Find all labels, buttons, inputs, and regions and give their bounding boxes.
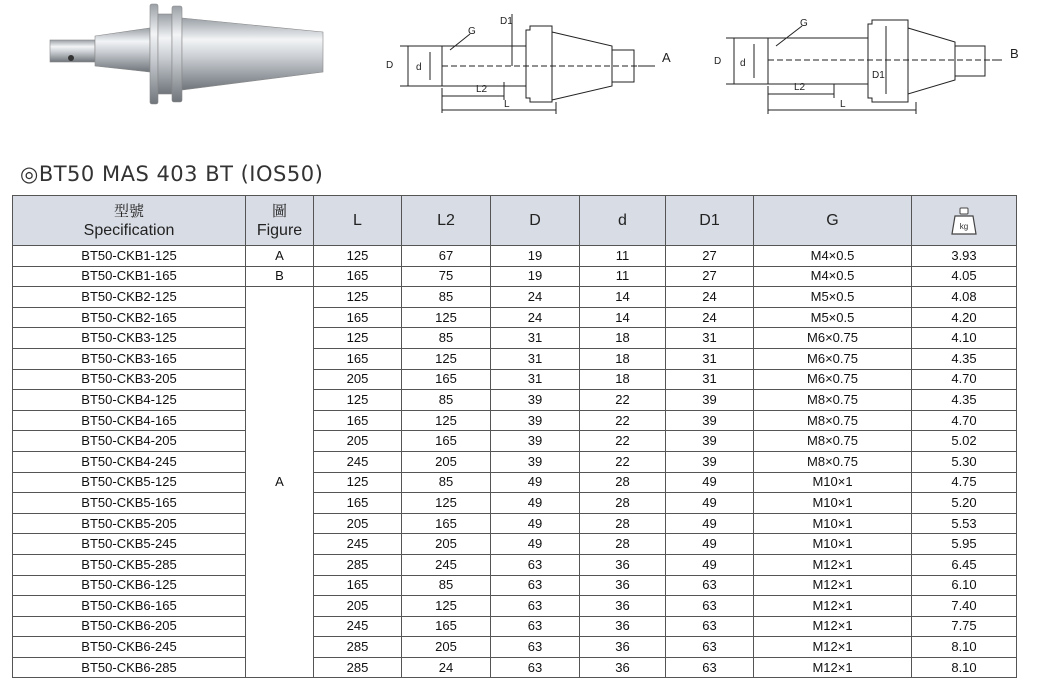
cell-g: M8×0.75: [754, 451, 912, 472]
cell-l: 245: [314, 451, 402, 472]
cell-d: 36: [580, 657, 666, 678]
cell-g: M8×0.75: [754, 410, 912, 431]
cell-d1: 63: [666, 575, 754, 596]
cell-l2: 125: [402, 596, 491, 617]
cell-d: 63: [491, 616, 580, 637]
figure-b-label-L2: L2: [794, 82, 806, 93]
table-row: [13, 390, 1017, 411]
cell-d1: 31: [666, 369, 754, 390]
cell-l: 205: [314, 369, 402, 390]
cell-g: M10×1: [754, 513, 912, 534]
cell-l: 165: [314, 348, 402, 369]
cell-d1: 63: [666, 637, 754, 658]
cell-spec: BT50-CKB2-165: [13, 307, 246, 328]
cell-d1: 24: [666, 307, 754, 328]
cell-kg: 5.02: [912, 431, 1017, 452]
cell-d: 14: [580, 287, 666, 308]
cell-l2: 125: [402, 348, 491, 369]
figure-a-label-G: G: [468, 26, 476, 37]
cell-kg: 3.93: [912, 246, 1017, 267]
cell-spec: BT50-CKB6-205: [13, 616, 246, 637]
cell-kg: 4.10: [912, 328, 1017, 349]
table-row: [13, 348, 1017, 369]
cell-spec: BT50-CKB4-125: [13, 390, 246, 411]
cell-d: 49: [491, 472, 580, 493]
cell-d: 24: [491, 307, 580, 328]
table-row: [13, 328, 1017, 349]
cell-l2: 205: [402, 451, 491, 472]
cell-l: 285: [314, 657, 402, 678]
cell-l: 165: [314, 266, 402, 287]
figure-b-diagram: [710, 8, 1032, 120]
cell-d1: 63: [666, 596, 754, 617]
cell-l2: 85: [402, 575, 491, 596]
cell-kg: 6.45: [912, 554, 1017, 575]
cell-l2: 85: [402, 328, 491, 349]
cell-l2: 165: [402, 431, 491, 452]
cell-spec: BT50-CKB4-245: [13, 451, 246, 472]
cell-d: 31: [491, 369, 580, 390]
table-row: [13, 431, 1017, 452]
cell-g: M4×0.5: [754, 266, 912, 287]
cell-l: 165: [314, 493, 402, 514]
cell-d: 11: [580, 246, 666, 267]
cell-d1: 39: [666, 410, 754, 431]
cell-l2: 85: [402, 390, 491, 411]
cell-g: M6×0.75: [754, 328, 912, 349]
cell-d1: 49: [666, 493, 754, 514]
header-specification: [13, 196, 246, 246]
table-row: [13, 472, 1017, 493]
cell-kg: 4.08: [912, 287, 1017, 308]
cell-d1: 39: [666, 431, 754, 452]
cell-spec: BT50-CKB2-125: [13, 287, 246, 308]
cell-d: 63: [491, 637, 580, 658]
cell-g: M10×1: [754, 493, 912, 514]
cell-spec: BT50-CKB6-125: [13, 575, 246, 596]
cell-d: 63: [491, 554, 580, 575]
cell-figure-merged: A: [246, 287, 314, 678]
cell-kg: 5.20: [912, 493, 1017, 514]
cell-spec: BT50-CKB6-245: [13, 637, 246, 658]
cell-d: 36: [580, 616, 666, 637]
cell-spec: BT50-CKB6-165: [13, 596, 246, 617]
header-L2: L2: [402, 196, 491, 246]
cell-spec: BT50-CKB4-205: [13, 431, 246, 452]
header-D: D: [491, 196, 580, 246]
header-L: L: [314, 196, 402, 246]
cell-l2: 165: [402, 513, 491, 534]
table-row: [13, 596, 1017, 617]
cell-l: 205: [314, 431, 402, 452]
cell-kg: 4.20: [912, 307, 1017, 328]
cell-spec: BT50-CKB1-125: [13, 246, 246, 267]
cell-d1: 63: [666, 657, 754, 678]
cell-d: 39: [491, 431, 580, 452]
table-row: [13, 287, 1017, 308]
cell-d: 14: [580, 307, 666, 328]
cell-d: 28: [580, 472, 666, 493]
figure-a-diagram: [380, 8, 680, 120]
cell-l: 165: [314, 307, 402, 328]
cell-d: 39: [491, 410, 580, 431]
product-illustrations: [0, 0, 1038, 150]
table-row: [13, 369, 1017, 390]
cell-figure: B: [246, 266, 314, 287]
cell-l2: 67: [402, 246, 491, 267]
cell-kg: 5.53: [912, 513, 1017, 534]
cell-kg: 4.05: [912, 266, 1017, 287]
cell-g: M6×0.75: [754, 348, 912, 369]
header-figure-en: Figure: [256, 221, 303, 239]
cell-d: 22: [580, 410, 666, 431]
cell-g: M5×0.5: [754, 307, 912, 328]
cell-g: M10×1: [754, 534, 912, 555]
cell-spec: BT50-CKB3-205: [13, 369, 246, 390]
header-D1: D1: [666, 196, 754, 246]
cell-l2: 85: [402, 472, 491, 493]
cell-kg: 8.10: [912, 637, 1017, 658]
cell-d: 36: [580, 575, 666, 596]
table-row: [13, 410, 1017, 431]
figure-b-label-D: D: [714, 56, 722, 67]
cell-d1: 39: [666, 451, 754, 472]
cell-spec: BT50-CKB5-165: [13, 493, 246, 514]
cell-l: 125: [314, 328, 402, 349]
cell-l2: 85: [402, 287, 491, 308]
cell-spec: BT50-CKB4-165: [13, 410, 246, 431]
cell-g: M12×1: [754, 554, 912, 575]
cell-d: 63: [491, 575, 580, 596]
cell-l2: 125: [402, 493, 491, 514]
figure-a-letter: A: [662, 50, 671, 65]
cell-d1: 27: [666, 266, 754, 287]
cell-d1: 31: [666, 348, 754, 369]
cell-l2: 125: [402, 410, 491, 431]
figure-b-label-D1: D1: [872, 70, 885, 81]
cell-g: M12×1: [754, 575, 912, 596]
cell-g: M6×0.75: [754, 369, 912, 390]
figure-b-label-L: L: [840, 99, 846, 110]
cell-kg: 7.40: [912, 596, 1017, 617]
cell-d: 49: [491, 493, 580, 514]
weight-icon-label: kg: [959, 221, 969, 231]
cell-d: 18: [580, 348, 666, 369]
cell-d1: 49: [666, 554, 754, 575]
cell-figure: A: [246, 246, 314, 267]
cell-d: 36: [580, 637, 666, 658]
cell-g: M8×0.75: [754, 431, 912, 452]
cell-d: 31: [491, 348, 580, 369]
cell-l2: 245: [402, 554, 491, 575]
cell-d: 18: [580, 369, 666, 390]
cell-d: 31: [491, 328, 580, 349]
header-G: G: [754, 196, 912, 246]
cell-d1: 63: [666, 616, 754, 637]
cell-l: 125: [314, 390, 402, 411]
cell-g: M12×1: [754, 616, 912, 637]
cell-d1: 49: [666, 534, 754, 555]
cell-d1: 39: [666, 390, 754, 411]
cell-l2: 125: [402, 307, 491, 328]
cell-spec: BT50-CKB5-285: [13, 554, 246, 575]
cell-d: 11: [580, 266, 666, 287]
cell-d: 19: [491, 246, 580, 267]
table-row: [13, 451, 1017, 472]
table-row: [13, 513, 1017, 534]
cell-d: 49: [491, 534, 580, 555]
weight-icon: [950, 206, 978, 236]
table-row: [13, 637, 1017, 658]
cell-kg: 8.10: [912, 657, 1017, 678]
cell-g: M8×0.75: [754, 390, 912, 411]
cell-spec: BT50-CKB3-165: [13, 348, 246, 369]
header-d: d: [580, 196, 666, 246]
cell-d: 39: [491, 451, 580, 472]
header-spec-en: Specification: [83, 221, 175, 239]
tool-holder-photo: [38, 0, 338, 110]
cell-g: M12×1: [754, 596, 912, 617]
cell-kg: 5.95: [912, 534, 1017, 555]
cell-l: 285: [314, 637, 402, 658]
cell-spec: BT50-CKB3-125: [13, 328, 246, 349]
cell-kg: 7.75: [912, 616, 1017, 637]
cell-l: 205: [314, 513, 402, 534]
cell-d: 63: [491, 596, 580, 617]
header-figure: [246, 196, 314, 246]
cell-d: 39: [491, 390, 580, 411]
cell-kg: 4.35: [912, 390, 1017, 411]
cell-l2: 75: [402, 266, 491, 287]
cell-g: M4×0.5: [754, 246, 912, 267]
cell-d: 36: [580, 596, 666, 617]
spec-table: [12, 195, 1017, 678]
table-row: [13, 246, 1017, 267]
cell-l: 285: [314, 554, 402, 575]
cell-kg: 4.75: [912, 472, 1017, 493]
cell-d: 28: [580, 534, 666, 555]
cell-d: 63: [491, 657, 580, 678]
cell-l: 245: [314, 616, 402, 637]
cell-d: 28: [580, 493, 666, 514]
cell-l: 245: [314, 534, 402, 555]
cell-l: 125: [314, 287, 402, 308]
cell-l2: 205: [402, 534, 491, 555]
cell-d1: 27: [666, 246, 754, 267]
figure-a-label-L: L: [504, 99, 510, 110]
cell-d: 36: [580, 554, 666, 575]
table-header-row: [13, 196, 1017, 246]
figure-a-label-d: d: [416, 62, 422, 73]
cell-l: 165: [314, 575, 402, 596]
cell-d: 18: [580, 328, 666, 349]
figure-a-label-D1: D1: [500, 16, 513, 27]
cell-kg: 4.70: [912, 369, 1017, 390]
cell-d1: 31: [666, 328, 754, 349]
cell-d: 19: [491, 266, 580, 287]
header-figure-cn: 圖: [271, 202, 287, 220]
cell-d: 28: [580, 513, 666, 534]
figure-b-label-G: G: [800, 18, 808, 29]
cell-l: 205: [314, 596, 402, 617]
cell-l2: 205: [402, 637, 491, 658]
cell-d: 22: [580, 390, 666, 411]
cell-d1: 24: [666, 287, 754, 308]
figure-a-label-L2: L2: [476, 84, 488, 95]
cell-l: 125: [314, 246, 402, 267]
cell-kg: 4.35: [912, 348, 1017, 369]
cell-kg: 5.30: [912, 451, 1017, 472]
cell-d1: 49: [666, 472, 754, 493]
cell-spec: BT50-CKB6-285: [13, 657, 246, 678]
table-row: [13, 266, 1017, 287]
table-row: [13, 616, 1017, 637]
table-row: [13, 534, 1017, 555]
table-row: [13, 307, 1017, 328]
cell-d1: 49: [666, 513, 754, 534]
cell-spec: BT50-CKB5-125: [13, 472, 246, 493]
cell-l: 125: [314, 472, 402, 493]
cell-g: M12×1: [754, 657, 912, 678]
cell-l2: 24: [402, 657, 491, 678]
cell-l2: 165: [402, 369, 491, 390]
cell-kg: 4.70: [912, 410, 1017, 431]
figure-b-label-d: d: [740, 58, 746, 69]
table-row: [13, 657, 1017, 678]
header-weight: [912, 196, 1017, 246]
cell-spec: BT50-CKB1-165: [13, 266, 246, 287]
cell-spec: BT50-CKB5-205: [13, 513, 246, 534]
cell-d: 49: [491, 513, 580, 534]
table-row: [13, 554, 1017, 575]
cell-d: 24: [491, 287, 580, 308]
cell-g: M5×0.5: [754, 287, 912, 308]
table-row: [13, 575, 1017, 596]
header-spec-cn: 型號: [113, 202, 144, 220]
table-row: [13, 493, 1017, 514]
cell-g: M10×1: [754, 472, 912, 493]
cell-kg: 6.10: [912, 575, 1017, 596]
figure-b-letter: B: [1010, 46, 1019, 61]
cell-spec: BT50-CKB5-245: [13, 534, 246, 555]
cell-g: M12×1: [754, 637, 912, 658]
cell-d: 22: [580, 431, 666, 452]
cell-l: 165: [314, 410, 402, 431]
figure-a-label-D: D: [386, 60, 394, 71]
cell-d: 22: [580, 451, 666, 472]
section-title: ◎BT50 MAS 403 BT (IOS50): [20, 162, 324, 186]
cell-l2: 165: [402, 616, 491, 637]
